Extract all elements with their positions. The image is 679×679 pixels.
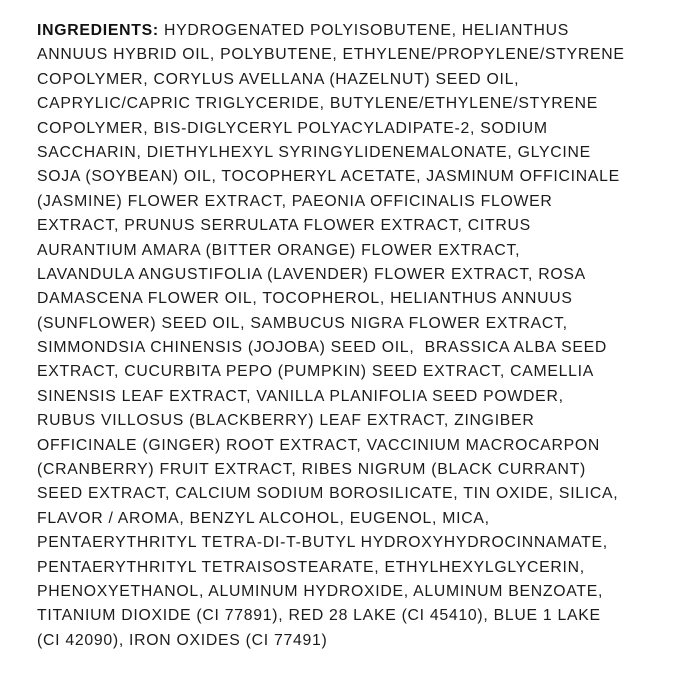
ingredients-line: EXTRACT, PRUNUS SERRULATA FLOWER EXTRACT, CITRUS [37, 217, 531, 235]
ingredients-line: PENTAERYTHRITYL TETRA-DI-T-BUTYL HYDROXYHYDROCINNAMATE, [37, 534, 608, 552]
ingredients-line: CAPRYLIC/CAPRIC TRIGLYCERIDE, BUTYLENE/ETHYLENE/STYRENE [37, 95, 599, 113]
ingredients-line: PENTAERYTHRITYL TETRAISOSTEARATE, ETHYLHEXYLGLYCERIN, [37, 558, 585, 576]
ingredients-line: SINENSIS LEAF EXTRACT, VANILLA PLANIFOLIA SEED POWDER, [37, 387, 564, 405]
ingredients-lines [37, 43, 659, 653]
ingredients-line: TITANIUM DIOXIDE (CI 77891), RED 28 LAKE (CI 45410), BLUE 1 LAKE [37, 607, 601, 625]
ingredients-line: SACCHARIN, DIETHYLHEXYL SYRINGYLIDENEMALONATE, GLYCINE [37, 143, 591, 161]
ingredients-line: SOJA (SOYBEAN) OIL, TOCOPHERYL ACETATE, JASMINUM OFFICINALE [37, 168, 620, 186]
ingredients-heading: INGREDIENTS: [37, 22, 159, 39]
ingredients-first-line-text: HYDROGENATED POLYISOBUTENE, HELIANTHUS [158, 22, 570, 39]
ingredients-line: (CI 42090), IRON OXIDES (CI 77491) [37, 631, 328, 649]
ingredients-line: OFFICINALE (GINGER) ROOT EXTRACT, VACCINIUM MACROCARPON [37, 436, 600, 454]
ingredients-list [37, 19, 659, 653]
ingredients-line: COPOLYMER, BIS-DIGLYCERYL POLYACYLADIPATE-2, SODIUM [37, 119, 548, 137]
ingredients-line: SIMMONDSIA CHINENSIS (JOJOBA) SEED OIL, BRASSICA ALBA SEED [37, 339, 608, 357]
ingredients-line: (SUNFLOWER) SEED OIL, SAMBUCUS NIGRA FLOWER EXTRACT, [37, 314, 568, 332]
ingredients-line: EXTRACT, CUCURBITA PEPO (PUMPKIN) SEED EXTRACT, CAMELLIA [37, 363, 595, 381]
ingredients-line: AURANTIUM AMARA (BITTER ORANGE) FLOWER EXTRACT, [37, 241, 521, 259]
ingredients-line: PHENOXYETHANOL, ALUMINUM HYDROXIDE, ALUMINUM BENZOATE, [37, 582, 604, 600]
ingredients-line: FLAVOR / AROMA, BENZYL ALCOHOL, EUGENOL, MICA, [37, 509, 490, 527]
ingredients-line: ANNUUS HYBRID OIL, POLYBUTENE, ETHYLENE/PROPYLENE/STYRENE [37, 46, 625, 64]
ingredients-line: SEED EXTRACT, CALCIUM SODIUM BOROSILICATE, TIN OXIDE, SILICA, [37, 485, 619, 503]
ingredients-line: DAMASCENA FLOWER OIL, TOCOPHEROL, HELIANTHUS ANNUUS [37, 290, 573, 308]
ingredients-line: COPOLYMER, CORYLUS AVELLANA (HAZELNUT) SEED OIL, [37, 70, 520, 88]
ingredients-line: (CRANBERRY) FRUIT EXTRACT, RIBES NIGRUM (BLACK CURRANT) [37, 461, 586, 479]
ingredients-line: RUBUS VILLOSUS (BLACKBERRY) LEAF EXTRACT, ZINGIBER [37, 412, 535, 430]
ingredients-line: (JASMINE) FLOWER EXTRACT, PAEONIA OFFICINALIS FLOWER [37, 192, 553, 210]
ingredients-first-line [37, 19, 659, 43]
ingredients-line: LAVANDULA ANGUSTIFOLIA (LAVENDER) FLOWER EXTRACT, ROSA [37, 265, 586, 283]
